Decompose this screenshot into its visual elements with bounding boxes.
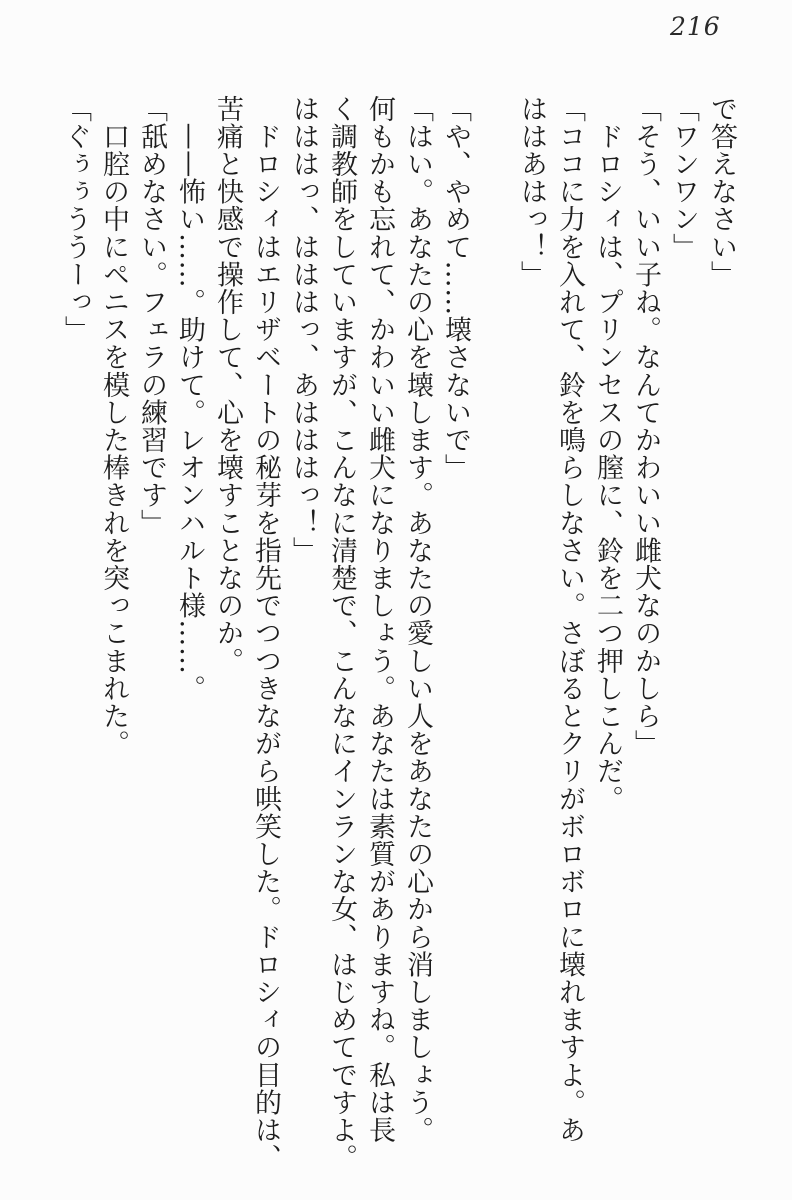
text-column: 「や、やめて……壊さないで」 — [440, 95, 471, 482]
text-column: 「舐めなさい。フェラの練習です」 — [136, 95, 167, 537]
text-column: く調教師をしていますが、こんなに清楚で、こんなにインランな女、はじめてですよ。 — [326, 95, 357, 1172]
text-column-blank — [474, 95, 512, 1187]
page-number: 216 — [670, 12, 721, 41]
text-column: ドロシィは、プリンセスの膣に、鈴を二つ押しこんだ。 — [592, 95, 623, 813]
text-column: ——怖い……。助けて。レオンハルト様……。 — [174, 95, 205, 703]
text-column: ははあはっ！」 — [516, 95, 547, 289]
text-column: 苦痛と快感で操作して、心を壊すことなのか。 — [212, 95, 243, 675]
text-column: で答えなさい」 — [706, 95, 737, 289]
text-column: 「ココに力を入れて、鈴を鳴らしなさい。さぼるとクリがボロボロに壊れますよ。あ — [554, 95, 585, 1144]
text-column: ドロシィはエリザベートの秘芽を指先でつつきながら哄笑した。ドロシィの目的は、 — [250, 95, 281, 1172]
text-column: はははっ、はははっ、あはははっ！」 — [288, 95, 319, 565]
text-column: 「はい。あなたの心を壊します。あなたの愛しい人をあなたの心から消しましょう。 — [402, 95, 433, 1144]
text-column: 「そう、いい子ね。なんてかわいい雌犬なのかしら」 — [630, 95, 661, 758]
vertical-text-block — [56, 95, 740, 1187]
text-column: 口腔の中にペニスを模した棒きれを突っこまれた。 — [98, 95, 129, 758]
text-column: 「ぐぅぅううーっ」 — [60, 95, 91, 344]
text-column: 「ワンワン」 — [668, 95, 699, 261]
text-column: 何もかも忘れて、かわいい雌犬になりましょう。あなたは素質がありますね。私は長 — [364, 95, 395, 1144]
